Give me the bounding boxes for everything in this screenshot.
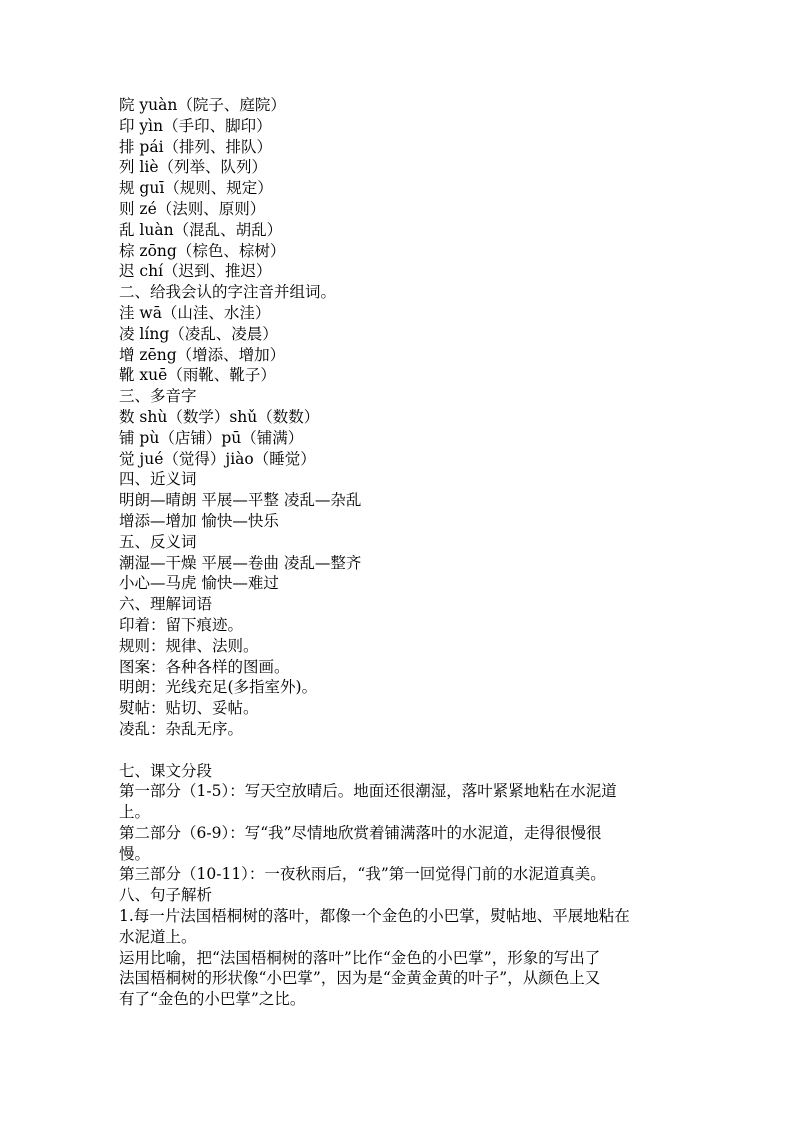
text-line: 凌乱：杂乱无序。 [119, 719, 244, 738]
text-line: 迟 chí（迟到、推迟） [119, 262, 272, 281]
text-line: 增 zēng（增添、增加） [119, 345, 286, 364]
text-line: 明朗：光线充足(多指室外)。 [119, 678, 318, 697]
text-line: 法国梧桐树的形状像“小巴掌”，因为是“金黄金黄的叶子”，从颜色上又 [119, 969, 601, 988]
text-line: 铺 pù（店铺）pū（铺满） [119, 428, 304, 447]
text-line: 慢。 [119, 844, 151, 863]
text-line: 乱 luàn（混乱、胡乱） [119, 220, 283, 239]
text-line: 规则：规律、法则。 [119, 636, 259, 655]
text-line: 院 yuàn（院子、庭院） [119, 96, 286, 114]
text-line: 小心—马虎 愉快—难过 [119, 574, 279, 593]
text-line: 增添—增加 愉快—快乐 [119, 511, 279, 530]
text-line: 洼 wā（山洼、水洼） [119, 303, 271, 322]
section-heading: 四、近义词 [119, 470, 197, 489]
section-heading: 六、理解词语 [119, 595, 213, 614]
text-line: 有了“金色的小巴掌”之比。 [119, 990, 306, 1009]
text-line: 图案：各种各样的图画。 [119, 657, 290, 676]
text-line: 印 yìn（手印、脚印） [119, 116, 272, 135]
text-line: 水泥道上。 [119, 927, 197, 946]
text-line: 第一部分（1-5）：写天空放晴后。地面还很潮湿，落叶紧紧地粘在水泥道 [119, 782, 617, 801]
text-line: 觉 jué（觉得）jiào（睡觉） [119, 449, 316, 468]
text-line: 运用比喻，把“法国梧桐树的落叶”比作“金色的小巴掌”，形象的写出了 [119, 948, 601, 967]
section-heading: 七、课文分段 [119, 761, 213, 780]
text-line: 熨帖：贴切、妥帖。 [119, 699, 259, 718]
section-heading: 五、反义词 [119, 532, 197, 551]
text-line: 上。 [119, 803, 151, 822]
blank-line [119, 740, 679, 761]
section-heading: 二、给我会认的字注音并组词。 [119, 283, 337, 302]
text-line: 棕 zōng（棕色、棕树） [119, 241, 286, 260]
text-line: 印着：留下痕迹。 [119, 615, 244, 634]
text-line: 排 pái（排列、排队） [119, 137, 273, 156]
text-line: 数 shù（数学）shǔ（数数） [119, 407, 320, 426]
text-line: 靴 xuē（雨靴、靴子） [119, 366, 276, 385]
text-line: 规 guī（规则、规定） [119, 179, 273, 198]
text-line: 列 liè（列举、队列） [119, 158, 268, 177]
text-line: 1.每一片法国梧桐树的落叶，都像一个金色的小巴掌，熨帖地、平展地粘在 [119, 907, 630, 926]
section-heading: 八、句子解析 [119, 886, 213, 905]
text-line: 潮湿—干燥 平展—卷曲 凌乱—整齐 [119, 553, 362, 572]
text-line: 凌 líng（凌乱、凌晨） [119, 324, 278, 343]
section-heading: 三、多音字 [119, 387, 197, 406]
text-line: 明朗—晴朗 平展—平整 凌乱—杂乱 [119, 491, 362, 510]
document-page [119, 95, 679, 1010]
text-line: 第三部分（10-11）：一夜秋雨后，“我”第一回觉得门前的水泥道真美。 [119, 865, 606, 884]
text-line: 则 zé（法则、原则） [119, 199, 266, 218]
text-line: 第二部分（6-9）：写“我”尽情地欣赏着铺满落叶的水泥道，走得很慢很 [119, 823, 602, 842]
